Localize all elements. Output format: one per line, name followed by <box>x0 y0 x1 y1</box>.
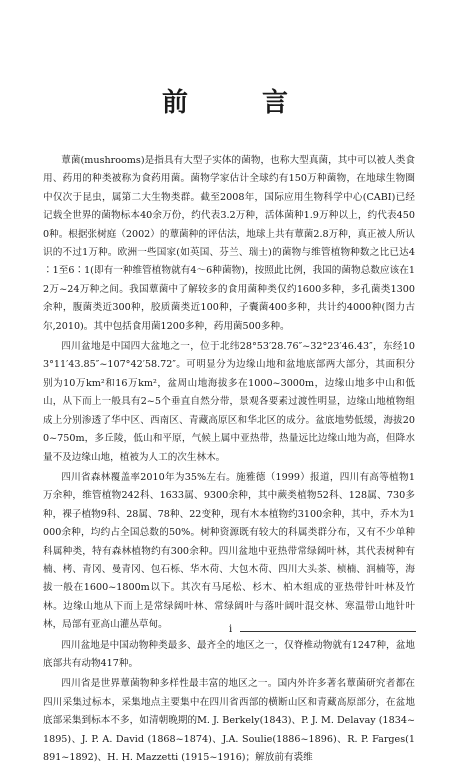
page-title: 前 言 <box>161 88 312 118</box>
paragraph: 蕈菌(mushrooms)是指具有大型子实体的菌物，也称大型真菌，其中可以被人类食用、药用的种类被称为食药用菌。菌物学家估计全球约有150万种菌物，在地球生物圈中仅次于昆虫，属第二大生物类群。截至2008年，国际应用生物科学中心(CABI)已经记载全世界的菌物标本40余万份，约代表3.2万种，活体菌种1.9万种以上，约代表4500种。根据张树庭（2002）的蕈菌种的评估法，地球上共有蕈菌2.8万种，真正被人所认识的不过1万种。欧洲一些国家(如英国、芬兰、瑞士)的菌物与维管植物种数之比已达4∶1至6∶1(即有一种维管植物就有4～6种菌物)，按照此比例，我国的菌物总数应该在12万~24万种之间。我国蕈菌中了解较多的食用菌种类仅约1600多种，多孔菌类1300余种，腹菌类近300种，胶质菌类近100种，子囊菌400多种，共计约4000种(图力古尔,2010)。其中包括食用菌1200多种，药用菌500多种。 <box>43 155 415 332</box>
footer-rule <box>240 631 416 632</box>
paragraph: 四川盆地是中国四大盆地之一，位于北纬28°53′28.76″~32°23′46.43″，东经103°11′43.85″~107°42′58.72″。可明显分为边缘山地和盆地底部两大部分，其面积分别为10万km²和16万km²，盆周山地海拔多在1000~3000m，边缘山地多中山和低山，从下而上一般具有2~5个垂直自然分带，景观各要素过渡性明显，边缘山地植物组成上分别渗透了华中区、西南区、青藏高原区和华北区的成分。盆底地势低缓，海拔200~750m，多丘陵，低山和平原，气候上属中亚热带，热量远比边缘山地为高，但降水量不及边缘山地，植被为人工的次生林木。 <box>43 341 415 463</box>
page-number: i <box>229 624 233 635</box>
paragraph: 四川省森林覆盖率2010年为35%左右。施雅德（1999）报道，四川有高等植物1万余种，维管植物242科、1633属、9300余种，其中蕨类植物52科、128属、730多种，裸子植物9科、28属、78种、22变种，现有木本植物约3100余种，其中，乔木为1000余种，均约占全国总数的50%。树种资源既有较大的科属类群分布，又有不少单种科属种类，特有森林植物约有300余种。四川盆地中亚热带常绿阔叶林，其代表树种有楠、栲、青冈、曼青冈、包石栎、华木荷、大包木荷、四川大头茶、桢楠、润楠等，海拔一般在1600~1800m以下。其次有马尾松、杉木、柏木组成的亚热带针叶林及竹林。边缘山地从下而上是常绿阔叶林、常绿阔叶与落叶阔叶混交林、寒温带山地针叶林，局部有亚高山灌丛草甸。 <box>43 471 415 631</box>
paragraph: 四川省是世界蕈菌物种多样性最丰富的地区之一。国内外许多著名蕈菌研究者都在四川采集过标本，采集地点主要集中在四川省西部的横断山区和青藏高原部分，在盆地底部采集到标本不多，如清朝晚期的M. J. Berkely(1843)、P. J. M. Delavay (1834~1895)、J. P. A. David (1868~1874)、J.A. Soulie(1886~1896)、R. P. Farges(1891~1892)、H. H. Mazzetti (1915~1916)；解放前有裘维 <box>43 678 415 763</box>
text-body <box>43 152 415 769</box>
paragraph: 四川盆地是中国动物种类最多、最齐全的地区之一，仅脊椎动物就有1247种，盆地底部共有动物417种。 <box>43 639 415 669</box>
